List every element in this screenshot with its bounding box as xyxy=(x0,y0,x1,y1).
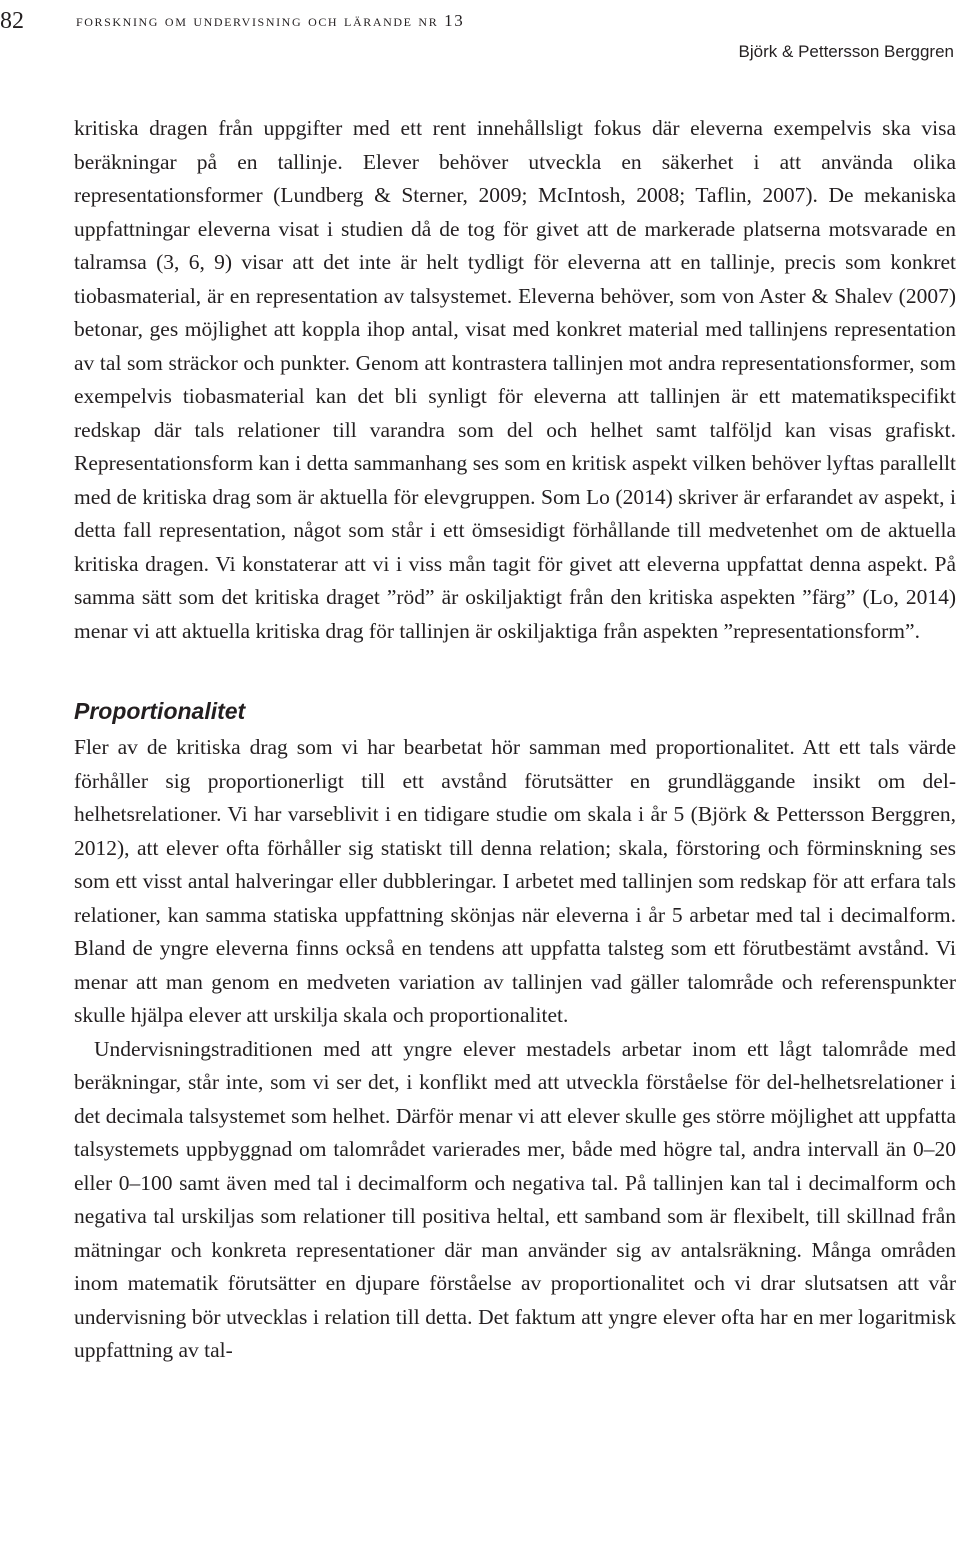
body-paragraph: Undervisningstraditionen med att yngre elever mestadels arbetar inom ett lågt talområde med beräkningar, står inte, som vi ser det, i konflikt med att utveckla förståelse för del-helhetsrelationer i det decimala talsystemet som helhet. Därför menar vi att elever skulle ges större möjlighet att uppfatta talsystemets uppbyggnad om talområdet varierades mer, både med högre tal, andra intervall än 0–20 eller 0–100 samt även med tal i decimalform och negativa tal. På tallinjen kan tal i decimalform och negativa tal urskiljas som relationer till positiva heltal, ett samband som är flexibelt, till skillnad från mätningar och konkreta representationer där man använder sig av antalsräkning. Många områden inom matematik förutsätter en djupare förståelse av proportionalitet och vi drar slutsatsen att vår undervisning bör utvecklas i relation till detta. Det faktum att yngre elever ofta har en mer logaritmisk uppfattning av tal- xyxy=(74,1036,956,1362)
running-head-authors: Björk & Pettersson Berggren xyxy=(738,42,954,61)
article-body xyxy=(74,112,956,1368)
section-heading: Proportionalitet xyxy=(74,698,246,724)
body-paragraph: kritiska dragen från uppgifter med ett rent innehållsligt fokus där eleverna exempelvis ska visa beräkningar på en tallinje. Elever behöver utveckla en säkerhet i att använda olika representationsformer (Lundberg & Sterner, 2009; McIntosh, 2008; Taflin, 2007). De mekaniska uppfattningar eleverna visat i studien då de tog för givet att de markerade platserna motsvarade en talramsa (3, 6, 9) visar att det inte är helt tydligt för eleverna att en tallinje, precis som konkret tiobasmaterial, är en representation av talsystemet. Eleverna behöver, som von Aster & Shalev (2007) betonar, ges möjlighet att koppla ihop antal, visat med konkret material med tallinjens representation av tal som sträckor och punkter. Genom att kontrastera tallinjen mot andra representationsformer, som exempelvis tiobasmaterial kan det bli synligt för eleverna att tallinjen är ett matematikspecifikt redskap där tals relationer till varandra som del och helhet samt talföljd kan visas grafiskt. Representationsform kan i detta sammanhang ses som en kritisk aspekt vilken behöver lyftas parallellt med de kritiska drag som är aktuella för elevgruppen. Som Lo (2014) skriver är erfarandet av aspekt, i detta fall representation, något som står i ett ömsesidigt förhållande till medvetenhet om de aktuella kritiska dragen. Vi konstaterar att vi i viss mån tagit för givet att eleverna uppfattat denna aspekt. På samma sätt som det kritiska draget ”röd” är oskiljaktigt från den kritiska aspekten ”färg” (Lo, 2014) menar vi att aktuella kritiska drag för tallinjen är oskiljaktiga från aspekten ”representationsform”. xyxy=(74,116,956,643)
body-paragraph: Fler av de kritiska drag som vi har bearbetat hör samman med proportionalitet. Att ett tals värde förhåller sig proportionerligt till ett avstånd förutsätter en grundläggande insikt om del-helhetsrelationer. Vi har varseblivit i en tidigare studie om skala i år 5 (Björk & Pettersson Berggren, 2012), att elever ofta förhåller sig statiskt till denna relation; skala, förstoring och förminskning ses som ett visst antal halveringar eller dubbleringar. I arbetet med tallinjen som redskap för att erfara tals relationer, kan samma statiska uppfattning skönjas när eleverna i år 5 arbetar med tal i decimalform. Bland de yngre eleverna finns också en tendens att uppfatta talsteg som ett förutbestämt avstånd. Vi menar att man genom en medveten variation av tallinjen vad gäller talområde och referenspunkter skulle hjälpa elever att urskilja skala och proportionalitet. xyxy=(74,735,956,1027)
journal-running-head: forskning om undervisning och lärande nr 13 xyxy=(76,11,465,30)
page-number: 82 xyxy=(0,8,24,34)
